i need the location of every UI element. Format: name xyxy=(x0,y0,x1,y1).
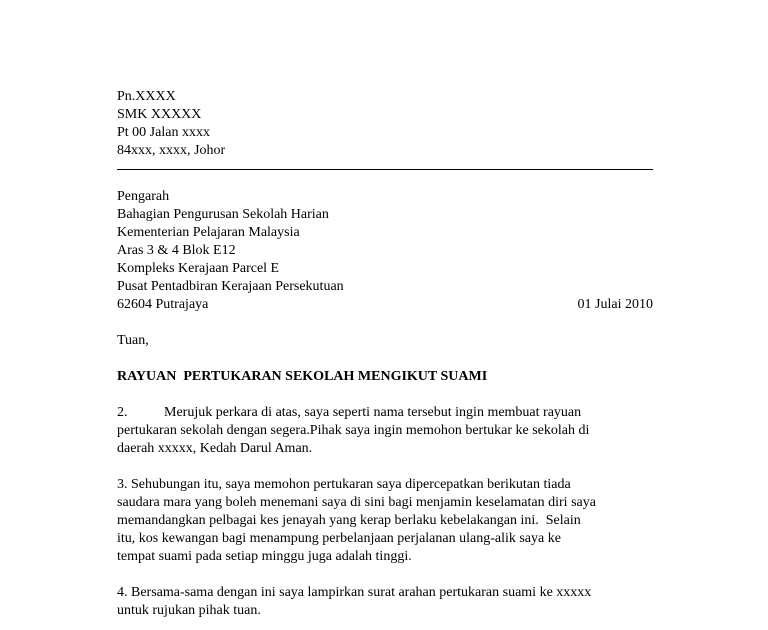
paragraph-line: 4. Bersama-sama dengan ini saya lampirkan surat arahan pertukaran suami ke xxxxx xyxy=(117,585,592,600)
recipient-floor: Aras 3 & 4 Blok E12 xyxy=(117,243,236,258)
paragraph-line: daerah xxxxx, Kedah Darul Aman. xyxy=(117,441,313,456)
paragraph-3 xyxy=(117,476,653,566)
paragraph-line: tempat suami pada setiap minggu juga adalah tinggi. xyxy=(117,549,412,564)
sender-city: 84xxx, xxxx, Johor xyxy=(117,143,226,158)
recipient-title: Pengarah xyxy=(117,189,170,204)
paragraph-line: pertukaran sekolah dengan segera.Pihak saya ingin memohon bertukar ke sekolah di xyxy=(117,423,590,438)
sender-school: SMK XXXXX xyxy=(117,107,202,122)
recipient-centre: Pusat Pentadbiran Kerajaan Persekutuan xyxy=(117,279,344,294)
letter-date: 01 Julai 2010 xyxy=(577,297,653,312)
recipient-city: 62604 Putrajaya xyxy=(117,297,209,312)
recipient-division: Bahagian Pengurusan Sekolah Harian xyxy=(117,207,329,222)
letter-subject: RAYUAN PERTUKARAN SEKOLAH MENGIKUT SUAMI xyxy=(117,369,488,384)
paragraph-2 xyxy=(117,404,653,458)
paragraph-line: untuk rujukan pihak tuan. xyxy=(117,603,261,618)
paragraph-line xyxy=(117,404,653,422)
recipient-address xyxy=(117,188,653,314)
paragraph-4 xyxy=(117,584,653,620)
paragraph-number: 2. xyxy=(117,405,128,420)
paragraph-line: saudara mara yang boleh menemani saya di sini bagi menjamin keselamatan diri saya xyxy=(117,495,596,510)
recipient-complex: Kompleks Kerajaan Parcel E xyxy=(117,261,280,276)
sender-street: Pt 00 Jalan xxxx xyxy=(117,125,210,140)
recipient-city-date-row xyxy=(117,296,653,314)
salutation: Tuan, xyxy=(117,333,149,348)
paragraph-line: memandangkan pelbagai kes jenayah yang kerap berlaku kebelakangan ini. Selain xyxy=(117,513,581,528)
sender-address xyxy=(117,88,653,160)
paragraph-text: Merujuk perkara di atas, saya seperti nama tersebut ingin membuat rayuan xyxy=(164,405,582,420)
paragraph-line: 3. Sehubungan itu, saya memohon pertukaran saya dipercepatkan berikutan tiada xyxy=(117,477,571,492)
header-divider xyxy=(117,169,653,170)
paragraph-line: itu, kos kewangan bagi menampung perbelanjaan perjalanan ulang-alik saya ke xyxy=(117,531,561,546)
recipient-ministry: Kementerian Pelajaran Malaysia xyxy=(117,225,300,240)
sender-name: Pn.XXXX xyxy=(117,89,176,104)
letter-page xyxy=(117,88,653,620)
